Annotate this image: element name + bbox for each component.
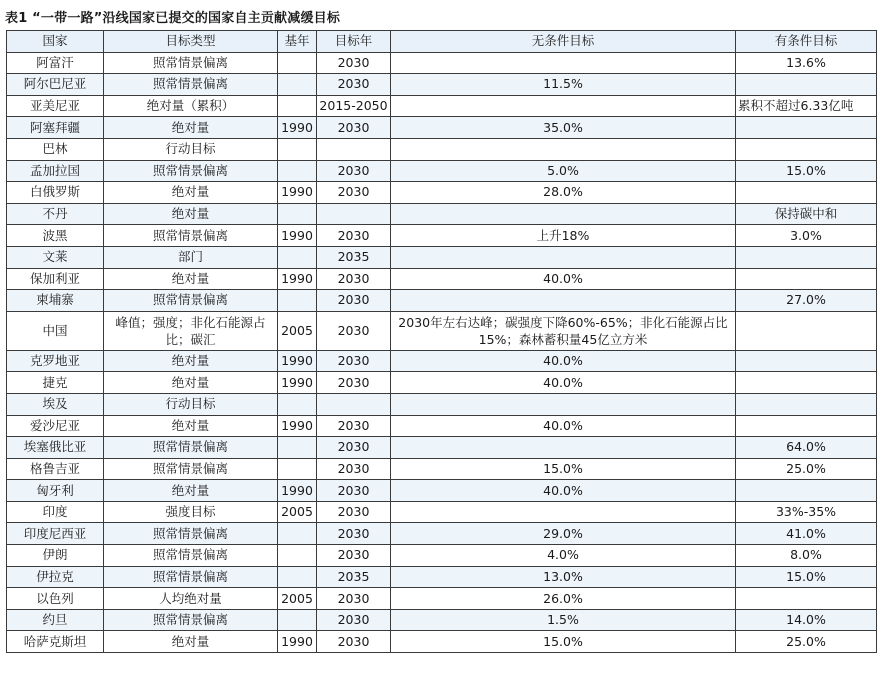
target-type-cell: 绝对量: [104, 350, 278, 372]
target-type-cell: 绝对量: [104, 480, 278, 502]
unconditional-target-cell: [391, 437, 736, 459]
target-type-cell: 照常情景偏离: [104, 225, 278, 247]
target-type-cell: 绝对量: [104, 268, 278, 290]
target-year-cell: [317, 138, 391, 160]
target-type-cell: 照常情景偏离: [104, 523, 278, 545]
table-row: [7, 393, 877, 415]
country-cell: 伊拉克: [7, 566, 104, 588]
table-row: [7, 501, 877, 523]
country-cell: 亚美尼亚: [7, 95, 104, 117]
conditional-target-cell: 33%-35%: [736, 501, 877, 523]
base-year-cell: 1990: [278, 350, 317, 372]
target-year-cell: 2030: [317, 523, 391, 545]
unconditional-target-cell: 1.5%: [391, 609, 736, 631]
base-year-cell: [278, 160, 317, 182]
table-row: [7, 458, 877, 480]
target-type-cell: 部门: [104, 246, 278, 268]
base-year-cell: [278, 246, 317, 268]
table-row: [7, 415, 877, 437]
column-header-country: 国家: [7, 31, 104, 53]
base-year-cell: [278, 290, 317, 312]
base-year-cell: 1990: [278, 631, 317, 653]
target-year-cell: 2035: [317, 566, 391, 588]
base-year-cell: [278, 523, 317, 545]
country-cell: 格鲁吉亚: [7, 458, 104, 480]
table-row: [7, 290, 877, 312]
column-header-target-year: 目标年: [317, 31, 391, 53]
table-row: [7, 523, 877, 545]
target-type-cell: 行动目标: [104, 393, 278, 415]
conditional-target-cell: [736, 246, 877, 268]
country-cell: 波黑: [7, 225, 104, 247]
base-year-cell: 2005: [278, 311, 317, 350]
target-year-cell: [317, 203, 391, 225]
table-row: [7, 225, 877, 247]
unconditional-target-cell: 40.0%: [391, 268, 736, 290]
country-cell: 印度: [7, 501, 104, 523]
target-year-cell: 2030: [317, 372, 391, 394]
target-type-cell: 人均绝对量: [104, 588, 278, 610]
unconditional-target-cell: 15.0%: [391, 458, 736, 480]
unconditional-target-cell: [391, 138, 736, 160]
target-year-cell: 2030: [317, 182, 391, 204]
target-year-cell: 2030: [317, 480, 391, 502]
country-cell: 匈牙利: [7, 480, 104, 502]
column-header-unconditional-target: 无条件目标: [391, 31, 736, 53]
conditional-target-cell: 41.0%: [736, 523, 877, 545]
unconditional-target-cell: 26.0%: [391, 588, 736, 610]
unconditional-target-cell: 28.0%: [391, 182, 736, 204]
unconditional-target-cell: [391, 52, 736, 74]
country-cell: 孟加拉国: [7, 160, 104, 182]
conditional-target-cell: 13.6%: [736, 52, 877, 74]
conditional-target-cell: 14.0%: [736, 609, 877, 631]
column-header-target-type: 目标类型: [104, 31, 278, 53]
table-row: [7, 350, 877, 372]
target-type-cell: 照常情景偏离: [104, 52, 278, 74]
target-type-cell: 照常情景偏离: [104, 458, 278, 480]
unconditional-target-cell: 35.0%: [391, 117, 736, 139]
country-cell: 伊朗: [7, 545, 104, 567]
table-row: [7, 609, 877, 631]
table-row: [7, 117, 877, 139]
base-year-cell: [278, 52, 317, 74]
target-type-cell: 照常情景偏离: [104, 609, 278, 631]
conditional-target-cell: [736, 480, 877, 502]
base-year-cell: 1990: [278, 480, 317, 502]
table-row: [7, 182, 877, 204]
base-year-cell: [278, 393, 317, 415]
country-cell: 中国: [7, 311, 104, 350]
unconditional-target-cell: 40.0%: [391, 480, 736, 502]
table-row: [7, 631, 877, 653]
target-type-cell: 强度目标: [104, 501, 278, 523]
conditional-target-cell: 保持碳中和: [736, 203, 877, 225]
country-cell: 柬埔寨: [7, 290, 104, 312]
country-cell: 阿尔巴尼亚: [7, 74, 104, 96]
table-row: [7, 566, 877, 588]
country-cell: 哈萨克斯坦: [7, 631, 104, 653]
country-cell: 白俄罗斯: [7, 182, 104, 204]
target-type-cell: 照常情景偏离: [104, 437, 278, 459]
target-type-cell: 绝对量: [104, 372, 278, 394]
base-year-cell: 1990: [278, 415, 317, 437]
target-year-cell: 2030: [317, 631, 391, 653]
unconditional-target-cell: 40.0%: [391, 415, 736, 437]
base-year-cell: [278, 74, 317, 96]
target-type-cell: 绝对量: [104, 415, 278, 437]
country-cell: 阿塞拜疆: [7, 117, 104, 139]
table-row: [7, 74, 877, 96]
base-year-cell: [278, 203, 317, 225]
country-cell: 埃及: [7, 393, 104, 415]
unconditional-target-cell: 29.0%: [391, 523, 736, 545]
target-year-cell: 2030: [317, 117, 391, 139]
unconditional-target-cell: [391, 501, 736, 523]
target-year-cell: 2030: [317, 501, 391, 523]
base-year-cell: 2005: [278, 501, 317, 523]
table-row: [7, 203, 877, 225]
conditional-target-cell: [736, 393, 877, 415]
country-cell: 印度尼西亚: [7, 523, 104, 545]
conditional-target-cell: 8.0%: [736, 545, 877, 567]
target-year-cell: 2030: [317, 415, 391, 437]
base-year-cell: [278, 566, 317, 588]
conditional-target-cell: [736, 117, 877, 139]
target-type-cell: 照常情景偏离: [104, 545, 278, 567]
country-cell: 阿富汗: [7, 52, 104, 74]
table-row: [7, 160, 877, 182]
unconditional-target-cell: [391, 246, 736, 268]
unconditional-target-cell: [391, 203, 736, 225]
base-year-cell: 1990: [278, 225, 317, 247]
ndc-targets-table: [6, 30, 877, 653]
conditional-target-cell: [736, 350, 877, 372]
conditional-target-cell: 27.0%: [736, 290, 877, 312]
base-year-cell: 1990: [278, 182, 317, 204]
unconditional-target-cell: [391, 95, 736, 117]
target-year-cell: 2030: [317, 160, 391, 182]
target-type-cell: 绝对量: [104, 203, 278, 225]
conditional-target-cell: [736, 182, 877, 204]
target-year-cell: 2030: [317, 52, 391, 74]
target-type-cell: 绝对量: [104, 182, 278, 204]
country-cell: 文莱: [7, 246, 104, 268]
base-year-cell: 1990: [278, 117, 317, 139]
target-year-cell: 2030: [317, 311, 391, 350]
target-year-cell: 2030: [317, 588, 391, 610]
target-year-cell: 2030: [317, 74, 391, 96]
base-year-cell: 1990: [278, 268, 317, 290]
country-cell: 约旦: [7, 609, 104, 631]
table-body: [7, 52, 877, 652]
base-year-cell: [278, 609, 317, 631]
conditional-target-cell: [736, 372, 877, 394]
conditional-target-cell: [736, 588, 877, 610]
base-year-cell: [278, 138, 317, 160]
conditional-target-cell: [736, 415, 877, 437]
table-row: [7, 138, 877, 160]
conditional-target-cell: [736, 268, 877, 290]
country-cell: 克罗地亚: [7, 350, 104, 372]
target-type-cell: 峰值；强度；非化石能源占比；碳汇: [104, 311, 278, 350]
table-row: [7, 545, 877, 567]
unconditional-target-cell: 5.0%: [391, 160, 736, 182]
conditional-target-cell: 3.0%: [736, 225, 877, 247]
unconditional-target-cell: 4.0%: [391, 545, 736, 567]
country-cell: 爱沙尼亚: [7, 415, 104, 437]
target-year-cell: [317, 393, 391, 415]
table-row: [7, 95, 877, 117]
country-cell: 以色列: [7, 588, 104, 610]
conditional-target-cell: 25.0%: [736, 458, 877, 480]
target-type-cell: 照常情景偏离: [104, 74, 278, 96]
target-type-cell: 行动目标: [104, 138, 278, 160]
table-row: [7, 437, 877, 459]
table-row: [7, 268, 877, 290]
column-header-conditional-target: 有条件目标: [736, 31, 877, 53]
target-year-cell: 2030: [317, 350, 391, 372]
column-header-base-year: 基年: [278, 31, 317, 53]
conditional-target-cell: 25.0%: [736, 631, 877, 653]
country-cell: 埃塞俄比亚: [7, 437, 104, 459]
target-type-cell: 照常情景偏离: [104, 160, 278, 182]
table-row: [7, 372, 877, 394]
target-type-cell: 绝对量: [104, 631, 278, 653]
unconditional-target-cell: [391, 290, 736, 312]
target-year-cell: 2035: [317, 246, 391, 268]
target-year-cell: 2030: [317, 609, 391, 631]
unconditional-target-cell: 11.5%: [391, 74, 736, 96]
target-year-cell: 2030: [317, 437, 391, 459]
table-caption: 表1 “一带一路”沿线国家已提交的国家自主贡献减缓目标: [5, 11, 341, 26]
base-year-cell: [278, 437, 317, 459]
country-cell: 保加利亚: [7, 268, 104, 290]
base-year-cell: [278, 458, 317, 480]
country-cell: 不丹: [7, 203, 104, 225]
table-row: [7, 311, 877, 350]
target-year-cell: 2030: [317, 290, 391, 312]
unconditional-target-cell: 上升18%: [391, 225, 736, 247]
conditional-target-cell: 15.0%: [736, 566, 877, 588]
conditional-target-cell: 累积不超过6.33亿吨: [736, 95, 877, 117]
unconditional-target-cell: 40.0%: [391, 350, 736, 372]
unconditional-target-cell: 40.0%: [391, 372, 736, 394]
table-header-row: [7, 31, 877, 53]
base-year-cell: 1990: [278, 372, 317, 394]
country-cell: 捷克: [7, 372, 104, 394]
conditional-target-cell: [736, 138, 877, 160]
target-year-cell: 2015-2050: [317, 95, 391, 117]
unconditional-target-cell: 13.0%: [391, 566, 736, 588]
target-year-cell: 2030: [317, 225, 391, 247]
target-year-cell: 2030: [317, 545, 391, 567]
target-type-cell: 绝对量（累积）: [104, 95, 278, 117]
base-year-cell: [278, 545, 317, 567]
unconditional-target-cell: 2030年左右达峰；碳强度下降60%-65%；非化石能源占比15%；森林蓄积量45亿立方米: [391, 311, 736, 350]
target-year-cell: 2030: [317, 268, 391, 290]
table-row: [7, 52, 877, 74]
table-row: [7, 480, 877, 502]
table-row: [7, 588, 877, 610]
country-cell: 巴林: [7, 138, 104, 160]
conditional-target-cell: [736, 311, 877, 350]
conditional-target-cell: [736, 74, 877, 96]
base-year-cell: 2005: [278, 588, 317, 610]
target-type-cell: 照常情景偏离: [104, 290, 278, 312]
base-year-cell: [278, 95, 317, 117]
target-type-cell: 绝对量: [104, 117, 278, 139]
target-year-cell: 2030: [317, 458, 391, 480]
conditional-target-cell: 64.0%: [736, 437, 877, 459]
table-row: [7, 246, 877, 268]
unconditional-target-cell: 15.0%: [391, 631, 736, 653]
conditional-target-cell: 15.0%: [736, 160, 877, 182]
unconditional-target-cell: [391, 393, 736, 415]
target-type-cell: 照常情景偏离: [104, 566, 278, 588]
